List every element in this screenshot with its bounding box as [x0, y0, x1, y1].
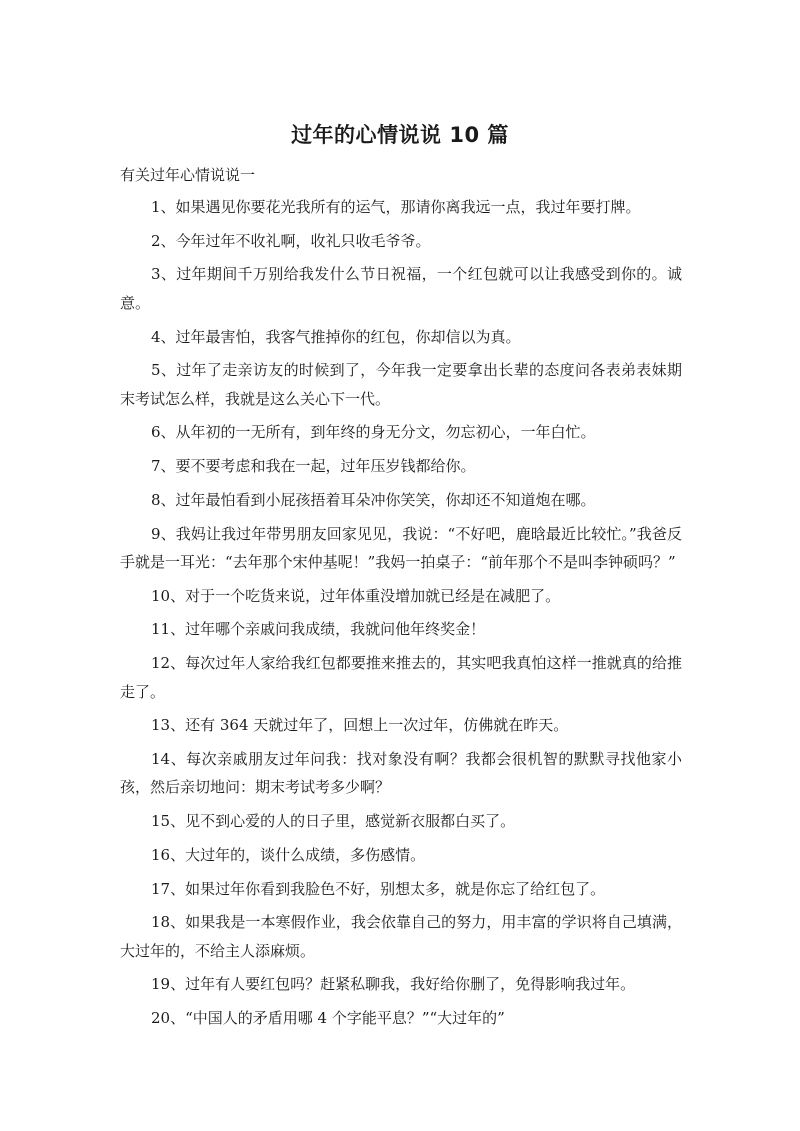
section-subtitle: 有关过年心情说说一: [120, 166, 256, 184]
list-item: 18、如果我是一本寒假作业，我会依靠自己的努力，用丰富的学识将自己填满，大过年的，不给主人添麻烦。: [120, 913, 682, 960]
list-item: 19、过年有人要红包吗？赶紧私聊我，我好给你删了，免得影响我过年。: [151, 975, 636, 994]
list-item: 11、过年哪个亲戚问我成绩，我就问他年终奖金！: [151, 620, 486, 639]
list-item: 12、每次过年人家给我红包都要推来推去的，其实吧我真怕这样一推就真的给推走了。: [120, 654, 682, 701]
document-title: 过年的心情说说 10 篇: [291, 123, 509, 147]
list-item: 10、对于一个吃货来说，过年体重没增加就已经是在减肥了。: [151, 586, 561, 605]
list-item: 20、“中国人的矛盾用哪 4 个字能平息？”“大过年的”: [151, 1009, 505, 1028]
list-item: 9、我妈让我过年带男朋友回家见见，我说：“不好吧，鹿晗最近比较忙。”我爸反手就是一耳光：“去年那个宋仲基呢！”我妈一拍桌子：“前年那个不是叫李钟硕吗？”: [120, 524, 682, 571]
list-item: 15、见不到心爱的人的日子里，感觉新衣服都白买了。: [151, 812, 516, 831]
list-item: 3、过年期间千万别给我发什么节日祝福，一个红包就可以让我感受到你的。诚意。: [120, 265, 682, 312]
list-item: 14、每次亲戚朋友过年问我：找对象没有啊？我都会很机智的默默寻找他家小孩，然后亲切地问：期末考试考多少啊？: [120, 749, 682, 797]
list-item: 8、过年最怕看到小屁孩捂着耳朵冲你笑笑，你却还不知道炮在哪。: [151, 490, 596, 509]
list-item: 1、如果遇见你要花光我所有的运气，那请你离我远一点，我过年要打牌。: [151, 198, 641, 216]
item-list: [120, 193, 682, 1038]
list-item: 6、从年初的一无所有，到年终的身无分文，勿忘初心，一年白忙。: [151, 423, 596, 442]
list-item: 17、如果过年你看到我脸色不好，别想太多，就是你忘了给红包了。: [151, 879, 606, 898]
list-item: 2、今年过年不收礼啊，收礼只收毛爷爷。: [151, 231, 431, 250]
list-item: 13、还有 364 天就过年了，回想上一次过年，仿佛就在昨天。: [151, 716, 569, 735]
list-item: 4、过年最害怕，我客气推掉你的红包，你却信以为真。: [151, 327, 521, 346]
list-item: 5、过年了走亲访友的时候到了，今年我一定要拿出长辈的态度问各表弟表妹期末考试怎么样，我就是这么关心下一代。: [120, 361, 682, 408]
list-item: 16、大过年的，谈什么成绩，多伤感情。: [151, 845, 426, 864]
list-item: 7、要不要考虑和我在一起，过年压岁钱都给你。: [151, 457, 476, 476]
